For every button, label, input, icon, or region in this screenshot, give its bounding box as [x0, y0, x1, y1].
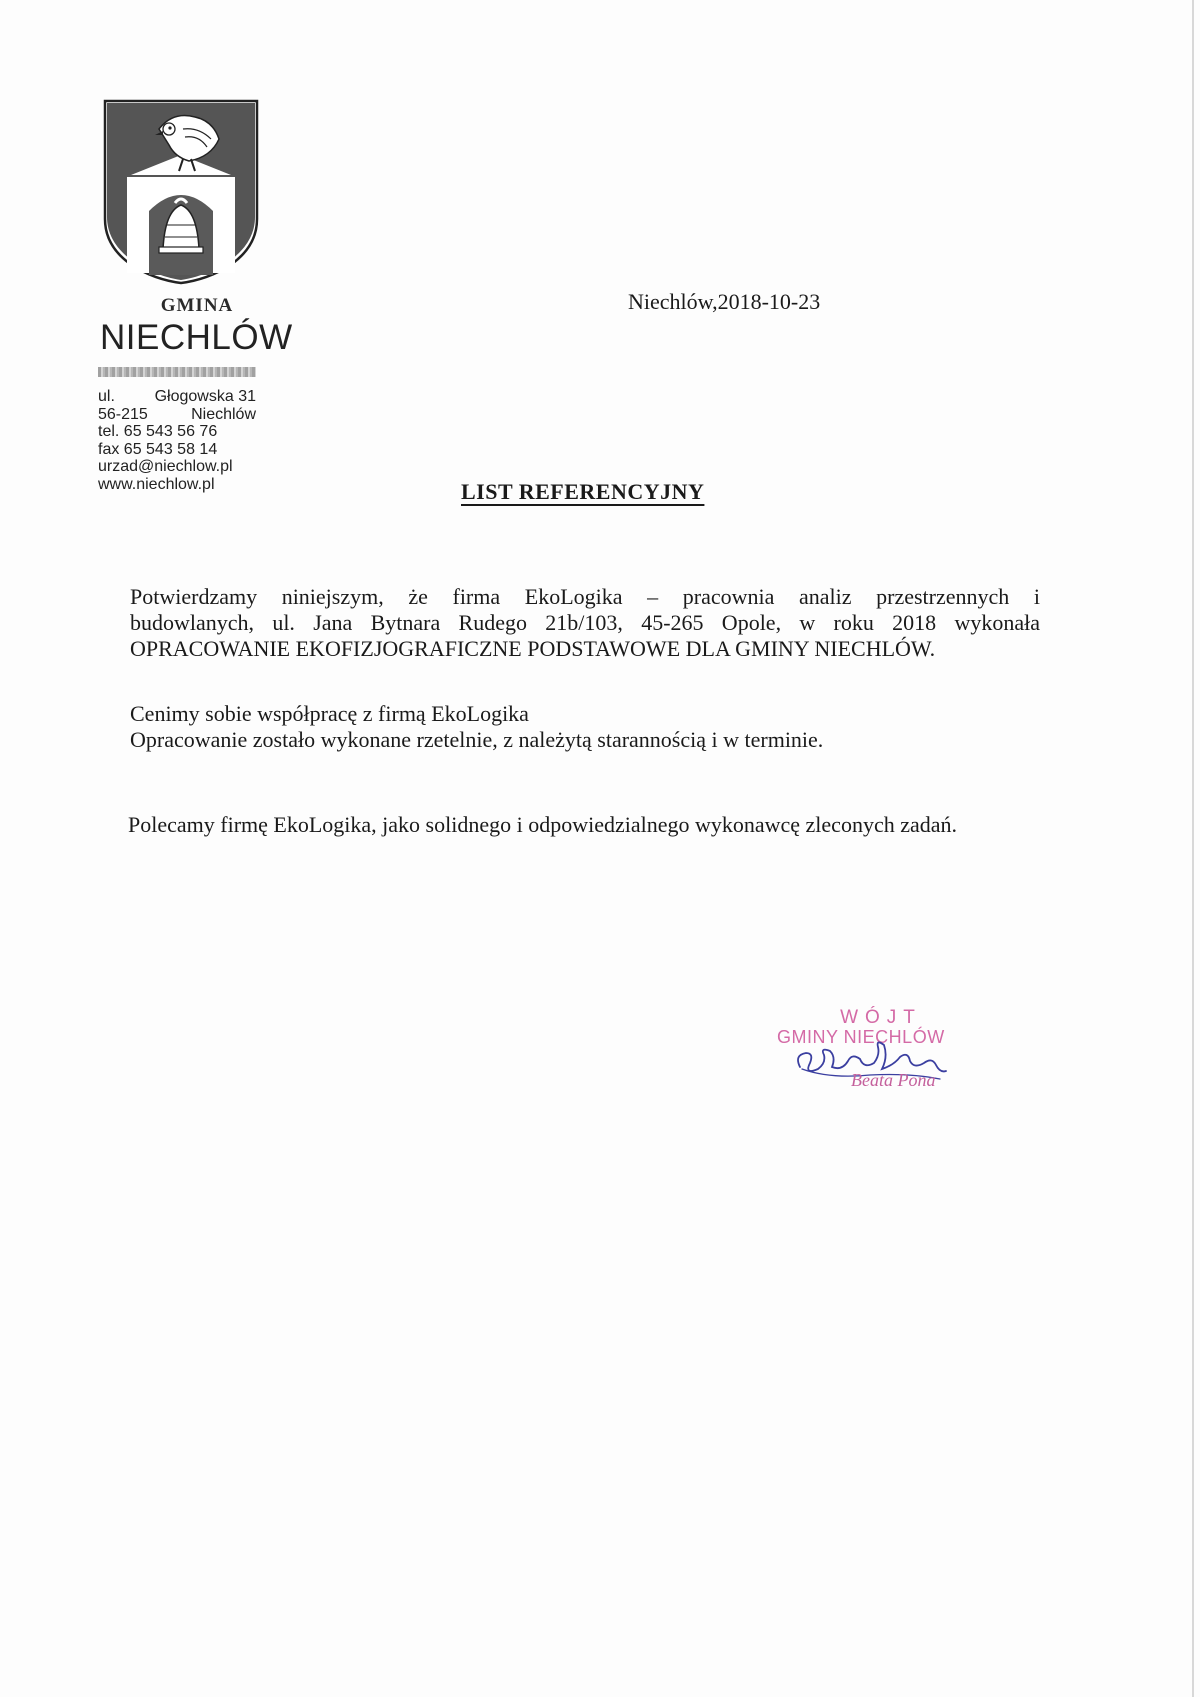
stamp-person-name: Beata Pona [851, 1070, 936, 1090]
stamp-office: GMINY NIECHLÓW [777, 1027, 945, 1047]
address-street: Głogowska 31 [154, 388, 256, 405]
gmina-label: GMINA [160, 295, 234, 316]
municipality-name: NIECHLÓW [100, 318, 293, 357]
paragraph-appreciation [130, 701, 1030, 753]
stamp-title: WÓJT [840, 1007, 922, 1028]
date-line: Niechlów,2018-10-23 [628, 289, 821, 314]
address-city: Niechlów [191, 405, 256, 423]
coat-of-arms-icon [103, 99, 259, 285]
paragraph-line: Opracowanie zostało wykonane rzetelnie, z należytą starannością i w terminie. [130, 727, 824, 752]
paragraph-line: Cenimy sobie współpracę z firmą EkoLogika [130, 701, 529, 726]
address-street-prefix: ul. [98, 388, 115, 405]
address-city-line [98, 406, 256, 424]
address-email: urzad@niechlow.pl [98, 458, 233, 475]
paragraph-line: Potwierdzamy niniejszym, że firma EkoLogika – pracownia analiz przestrzennych i [130, 584, 1040, 609]
address-fax: fax 65 543 58 14 [98, 440, 218, 458]
letter-title: LIST REFERENCYJNY [461, 479, 705, 504]
paragraph-confirmation [130, 584, 1040, 662]
address-postal-code: 56-215 [98, 405, 148, 423]
address-www: www.niechlow.pl [98, 475, 215, 493]
paragraph-recommendation: Polecamy firmę EkoLogika, jako solidnego i odpowiedzialnego wykonawcę zleconych zadań. [128, 812, 958, 837]
decorative-divider [98, 367, 256, 377]
address-tel: tel. 65 543 56 76 [98, 423, 218, 440]
address-street-line [98, 388, 256, 406]
address-block [98, 388, 256, 493]
page-edge [1192, 0, 1194, 1697]
paragraph-line: OPRACOWANIE EKOFIZJOGRAFICZNE PODSTAWOWE DLA GMINY NIECHLÓW. [130, 636, 936, 661]
paragraph-line: budowlanych, ul. Jana Bytnara Rudego 21b/103, 45-265 Opole, w roku 2018 wykonała [130, 610, 1040, 635]
